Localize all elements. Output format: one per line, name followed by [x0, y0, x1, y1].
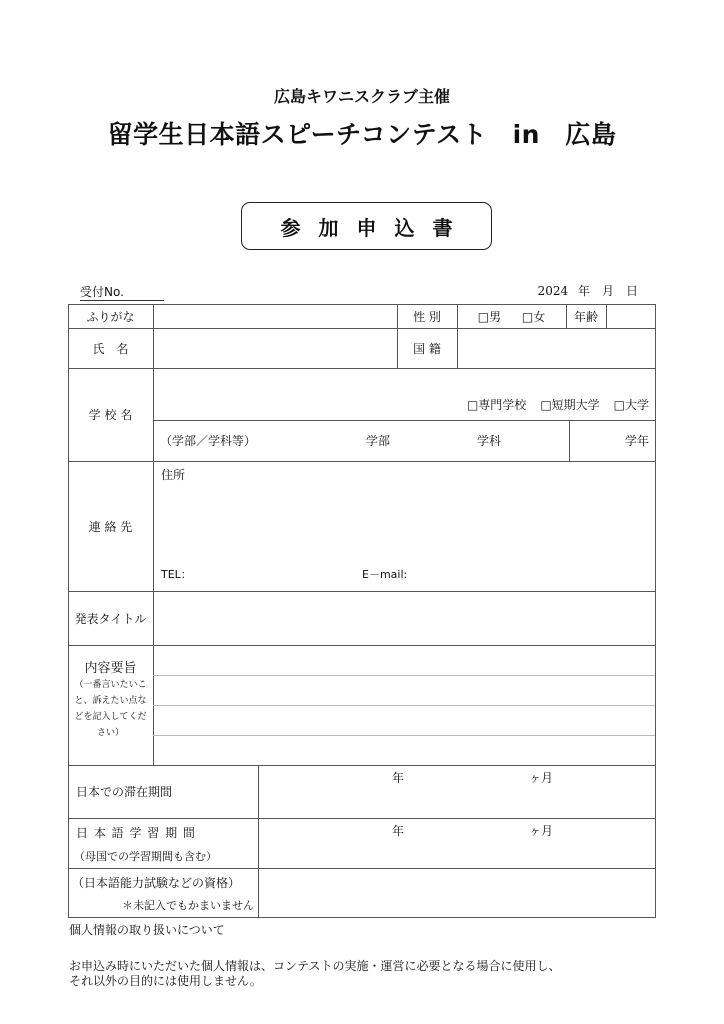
gender-options	[457, 304, 566, 328]
study-year-unit: 年	[392, 823, 405, 838]
study-month-unit: ヶ月	[529, 823, 554, 838]
gender-label: 性 別	[413, 309, 441, 324]
gender-option-female[interactable]: □女	[521, 309, 546, 324]
privacy-text-line2: それ以外の目的には使用しません。	[69, 974, 262, 988]
page-title: 留学生日本語スピーチコンテスト in 広島	[107, 120, 617, 149]
summary-note: （一番言いたいこと、訴えたい点などを記入してください）	[74, 680, 147, 738]
presentation-title-field[interactable]	[154, 592, 655, 645]
summary-label: 内容要旨	[84, 661, 137, 676]
privacy-heading: 個人情報の取り扱いについて	[69, 923, 225, 937]
stay-period-label: 日本での滞在期間	[76, 785, 173, 799]
stay-year-unit: 年	[392, 770, 405, 785]
faculty-unit: 学部	[366, 434, 391, 448]
presentation-title-label: 発表タイトル	[74, 611, 147, 626]
form-name: 参加申込書	[280, 215, 471, 240]
qualification-field[interactable]	[259, 869, 655, 917]
school-type-vocational[interactable]: □専門学校	[466, 398, 527, 412]
gender-option-male[interactable]: □男	[477, 309, 502, 324]
contact-label: 連 絡 先	[88, 519, 133, 534]
email-label: E－mail:	[362, 568, 408, 581]
summary-field[interactable]	[154, 646, 655, 765]
faculty-hint: （学部／学科等）	[160, 434, 257, 448]
organizer-text: 広島キワニスクラブ主催	[273, 87, 450, 106]
age-field[interactable]	[607, 305, 655, 328]
stay-month-unit: ヶ月	[529, 770, 554, 785]
qualification-note: ＊未記入でもかまいません	[122, 899, 254, 912]
form-name-box	[241, 202, 492, 250]
divider	[68, 818, 656, 819]
school-field[interactable]	[154, 369, 655, 420]
age-label: 年齢	[573, 309, 598, 324]
study-period-label: 日 本 語 学 習 期 間	[76, 825, 196, 840]
divider	[68, 461, 656, 462]
furigana-label: ふりがな	[86, 309, 135, 324]
tel-label: TEL：	[161, 568, 192, 581]
nationality-field[interactable]	[458, 329, 655, 368]
privacy-text-line1: お申込み時にいただいた個人情報は、コンテストの実施・運営に必要となる場合に使用し、	[69, 959, 561, 973]
application-date: 2024 年 月 日	[537, 284, 638, 298]
qualification-label: （日本語能力試験などの資格）	[72, 875, 241, 890]
school-label: 学 校 名	[88, 408, 133, 422]
school-type-junior-college[interactable]: □短期大学	[540, 398, 600, 412]
address-label: 住所	[161, 467, 186, 482]
summary-label-block	[68, 660, 153, 750]
name-field[interactable]	[154, 329, 397, 368]
divider	[68, 917, 656, 918]
department-unit: 学科	[477, 434, 502, 448]
table-border-right	[655, 304, 656, 917]
study-period-note: （母国での学習期間も含む）	[74, 850, 217, 863]
school-type-university[interactable]: □大学	[613, 398, 649, 412]
nationality-label: 国 籍	[413, 341, 441, 356]
name-label: 氏 名	[92, 341, 129, 356]
reception-number: 受付No.	[80, 283, 164, 301]
furigana-field[interactable]	[154, 305, 397, 328]
grade-unit: 学年	[624, 434, 649, 448]
